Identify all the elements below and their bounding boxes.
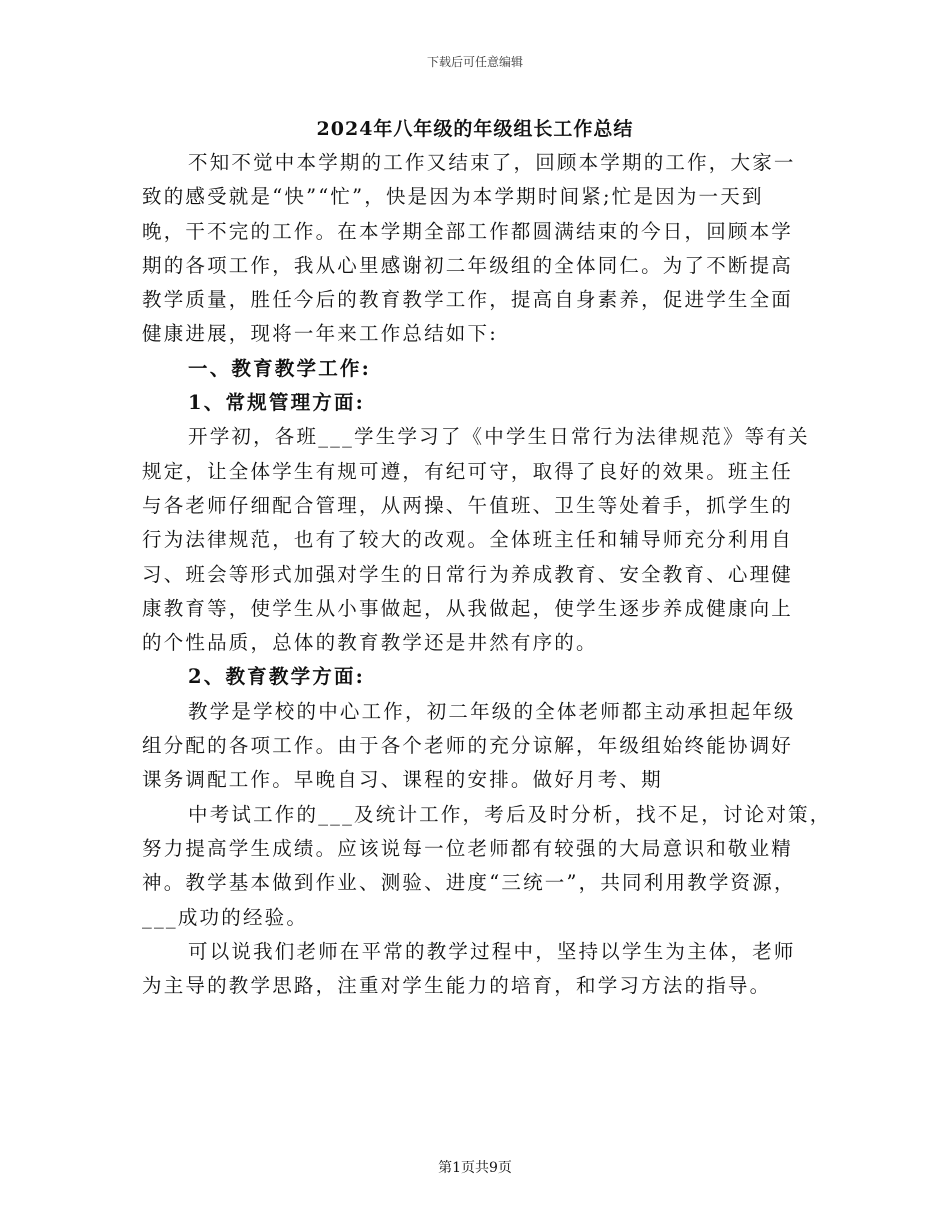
- paragraph-line: 开学初，各班___学生学习了《中学生日常行为法律规范》等有关: [188, 425, 810, 449]
- paragraph-line: 不知不觉中本学期的工作又结束了，回顾本学期的工作，大家一: [188, 151, 796, 174]
- section-heading: 一、教育教学工作:: [188, 356, 371, 380]
- subsection-heading: 1、常规管理方面:: [188, 391, 366, 415]
- paragraph-line: 为主导的教学思路，注重对学生能力的培育，和学习方法的指导。: [142, 974, 772, 998]
- paragraph-line: 习、班会等形式加强对学生的日常行为养成教育、安全教育、心理健: [142, 562, 794, 586]
- paragraph-line: 教学是学校的中心工作，初二年级的全体老师都主动承担起年级: [188, 699, 796, 723]
- paragraph-line: 可以说我们老师在平常的教学过程中，坚持以学生为主体，老师: [188, 939, 796, 963]
- paragraph-line: 行为法律规范，也有了较大的改观。全体班主任和辅导师充分利用自: [142, 528, 794, 552]
- paragraph-line: 健康进展，现将一年来工作总结如下:: [142, 322, 498, 346]
- paragraph-line: 组分配的各项工作。由于各个老师的充分谅解，年级组始终能协调好: [142, 734, 794, 758]
- page-footer: 第1页共9页: [438, 1160, 512, 1176]
- paragraph-line: 的个性品质，总体的教育教学还是井然有序的。: [142, 631, 598, 655]
- paragraph-line: 神。教学基本做到作业、测验、进度“三统一”，共同利用教学资源，: [142, 871, 796, 895]
- paragraph-line: 晚，干不完的工作。在本学期全部工作都圆满结束的今日，回顾本学: [142, 219, 794, 243]
- header-note: 下载后可任意编辑: [426, 55, 523, 69]
- subsection-heading: 2、教育教学方面:: [188, 665, 366, 689]
- paragraph-line: 努力提高学生成绩。应该说每一位老师都有较强的大局意识和敬业精: [142, 836, 794, 860]
- paragraph-line: 致的感受就是“快”“忙”，快是因为本学期时间紧;忙是因为一天到: [142, 185, 764, 209]
- paragraph-line: 期的各项工作，我从心里感谢初二年级组的全体同仁。为了不断提高: [142, 253, 794, 277]
- document-body: [142, 146, 832, 1003]
- document-title: 2024年八年级的年级组长工作总结: [316, 118, 634, 140]
- paragraph-line: 中考试工作的___及统计工作，考后及时分析，找不足，讨论对策，: [188, 802, 832, 826]
- paragraph-line: 规定，让全体学生有规可遵，有纪可守，取得了良好的效果。班主任: [142, 459, 794, 483]
- paragraph-line: 教学质量，胜任今后的教育教学工作，提高自身素养，促进学生全面: [142, 288, 794, 312]
- paragraph-line: 康教育等，使学生从小事做起，从我做起，使学生逐步养成健康向上: [142, 596, 794, 620]
- paragraph-line: 与各老师仔细配合管理，从两操、午值班、卫生等处着手，抓学生的: [142, 493, 794, 517]
- paragraph-line: ___成功的经验。: [142, 905, 309, 929]
- paragraph-line: 课务调配工作。早晚自习、课程的安排。做好月考、期: [142, 768, 663, 792]
